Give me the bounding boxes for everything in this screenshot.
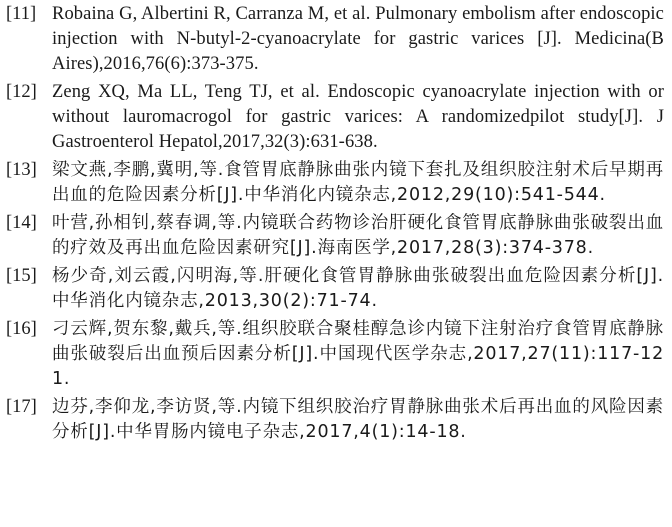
- reference-item-14: [6, 211, 664, 261]
- reference-item-12: [6, 80, 664, 155]
- reference-text: 杨少奇,刘云霞,闪明海,等.肝硬化食管胃静脉曲张破裂出血危险因素分析[J].中华消化内镜杂志,2013,30(2):71-74.: [52, 266, 664, 311]
- reference-item-15: [6, 264, 664, 314]
- reference-text: 边芬,李仰龙,李访贤,等.内镜下组织胶治疗胃静脉曲张术后再出血的风险因素分析[J].中华胃肠内镜电子杂志,2017,4(1):14-18.: [52, 397, 664, 442]
- reference-number: [11]: [6, 4, 37, 24]
- reference-item-11: [6, 2, 664, 77]
- reference-text: Zeng XQ, Ma LL, Teng TJ, et al. Endoscopic cyanoacrylate injection with or without lauromacrogol for gastric varices: A randomizedpilot study[J]. J Gastroenterol Hepatol,2017,32(3):631-638.: [52, 82, 664, 152]
- reference-number: [16]: [6, 319, 37, 339]
- reference-item-17: [6, 395, 664, 445]
- reference-number: [13]: [6, 160, 37, 180]
- reference-text: Robaina G, Albertini R, Carranza M, et al. Pulmonary embolism after endoscopic injection with N-butyl-2-cyanoacrylate for gastric varices [J]. Medicina(B Aires),2016,76(6):373-375.: [52, 4, 664, 74]
- reference-text: 叶营,孙相钊,蔡春调,等.内镜联合药物诊治肝硬化食管胃底静脉曲张破裂出血的疗效及再出血危险因素研究[J].海南医学,2017,28(3):374-378.: [52, 213, 664, 258]
- reference-number: [17]: [6, 397, 37, 417]
- reference-number: [12]: [6, 82, 37, 102]
- reference-item-13: [6, 158, 664, 208]
- reference-text: 梁文燕,李鹏,冀明,等.食管胃底静脉曲张内镜下套扎及组织胶注射术后早期再出血的危险因素分析[J].中华消化内镜杂志,2012,29(10):541-544.: [52, 160, 664, 205]
- reference-number: [15]: [6, 266, 37, 286]
- reference-text: 刁云辉,贺东黎,戴兵,等.组织胶联合聚桂醇急诊内镜下注射治疗食管胃底静脉曲张破裂后出血预后因素分析[J].中国现代医学杂志,2017,27(11):117-121.: [52, 319, 664, 389]
- reference-item-16: [6, 317, 664, 392]
- reference-number: [14]: [6, 213, 37, 233]
